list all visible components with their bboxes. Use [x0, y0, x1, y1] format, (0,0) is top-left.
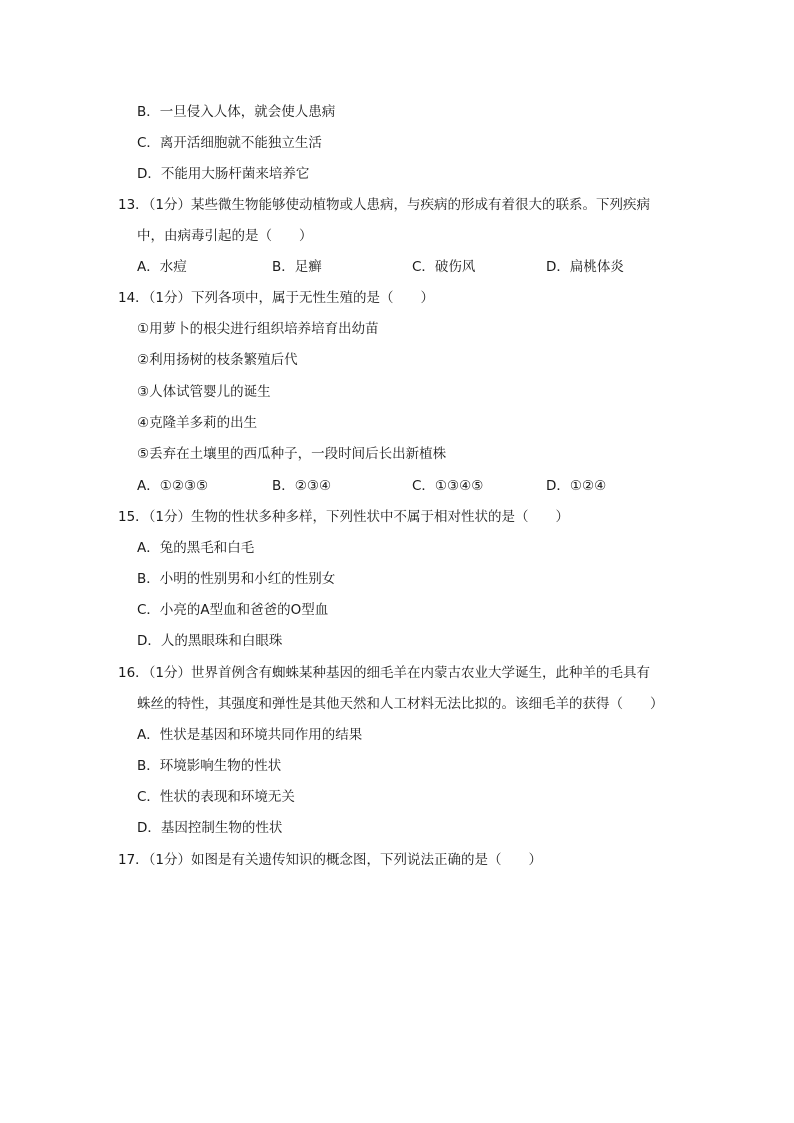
q13-option-b: B．足癣 — [272, 259, 322, 275]
q14-option-d: D．①②④ — [546, 478, 607, 494]
q14-item-5: ⑤丢弃在土壤里的西瓜种子，一段时间后长出新植株 — [137, 446, 447, 462]
q14-option-b: B．②③④ — [272, 478, 332, 494]
q16-stem-line1: 16．（1分）世界首例含有蜘蛛某种基因的细毛羊在内蒙古农业大学诞生，此种羊的毛具有 — [118, 665, 651, 681]
q12-option-b: B．一旦侵入人体，就会使人患病 — [137, 104, 336, 120]
q14-options — [0, 476, 794, 496]
q15-stem: 15．（1分）生物的性状多种多样，下列性状中不属于相对性状的是（ ） — [118, 509, 570, 525]
q15-option-d: D．人的黑眼珠和白眼珠 — [137, 633, 283, 649]
q14-stem: 14．（1分）下列各项中，属于无性生殖的是（ ） — [118, 290, 435, 306]
q14-item-1: ①用萝卜的根尖进行组织培养培育出幼苗 — [137, 321, 379, 337]
q12-option-c: C．离开活细胞就不能独立生活 — [137, 135, 322, 151]
q16-option-c: C．性状的表现和环境无关 — [137, 789, 295, 805]
q12-option-d: D．不能用大肠杆菌来培养它 — [137, 166, 310, 182]
q16-stem-line2: 蛛丝的特性，其强度和弹性是其他天然和人工材料无法比拟的。该细毛羊的获得（ ） — [137, 696, 664, 712]
q15-option-a: A．兔的黑毛和白毛 — [137, 540, 255, 556]
q16-option-d: D．基因控制生物的性状 — [137, 820, 283, 836]
q13-option-c: C．破伤风 — [412, 259, 476, 275]
q13-option-d: D．扁桃体炎 — [546, 259, 624, 275]
q14-item-4: ④克隆羊多莉的出生 — [137, 415, 258, 431]
q14-option-a: A．①②③⑤ — [137, 478, 209, 494]
q15-option-b: B．小明的性别男和小红的性别女 — [137, 571, 336, 587]
q16-option-b: B．环境影响生物的性状 — [137, 758, 282, 774]
q13-stem-line2: 中，由病毒引起的是（ ） — [137, 228, 313, 244]
q13-option-a: A．水痘 — [137, 259, 187, 275]
q14-item-3: ③人体试管婴儿的诞生 — [137, 384, 271, 400]
q14-item-2: ②利用扬树的枝条繁殖后代 — [137, 352, 298, 368]
q16-option-a: A．性状是基因和环境共同作用的结果 — [137, 727, 363, 743]
q17-stem: 17．（1分）如图是有关遗传知识的概念图，下列说法正确的是（ ） — [118, 852, 543, 868]
q14-option-c: C．①③④⑤ — [412, 478, 484, 494]
q13-options — [0, 257, 794, 277]
q15-option-c: C．小亮的A型血和爸爸的O型血 — [137, 602, 329, 618]
q13-stem-line1: 13．（1分）某些微生物能够使动植物或人患病，与疾病的形成有着很大的联系。下列疾病 — [118, 197, 651, 213]
